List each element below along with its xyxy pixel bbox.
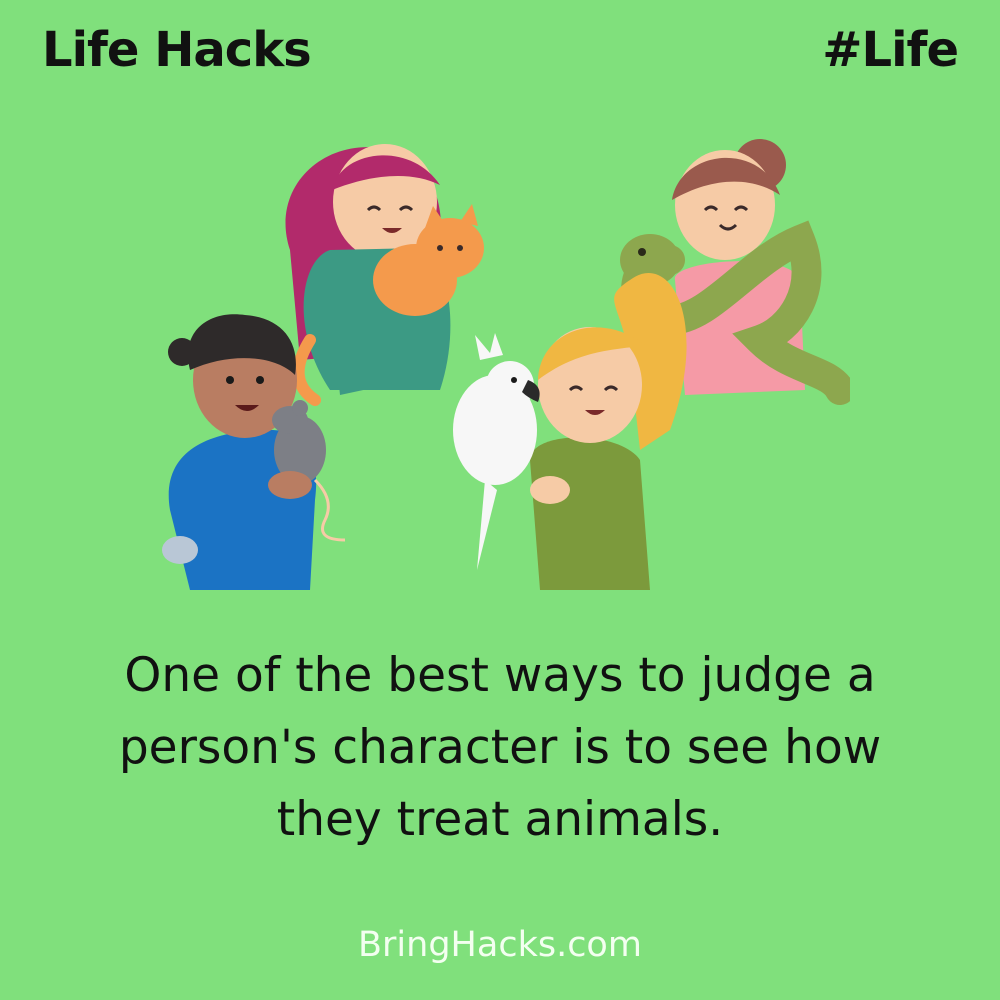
quote-line: person's character is to see how — [118, 720, 882, 775]
quote-line: they treat animals. — [276, 792, 724, 847]
brand-title: Life Hacks — [42, 22, 311, 78]
quote-line: One of the best ways to judge a — [124, 648, 876, 703]
woman-with-bird — [453, 273, 687, 590]
quote-text — [50, 640, 950, 856]
site-url: BringHacks.com — [358, 925, 642, 965]
woman-with-cat — [286, 144, 484, 400]
pets-illustration — [150, 130, 850, 600]
hashtag-label: #Life — [822, 22, 958, 78]
